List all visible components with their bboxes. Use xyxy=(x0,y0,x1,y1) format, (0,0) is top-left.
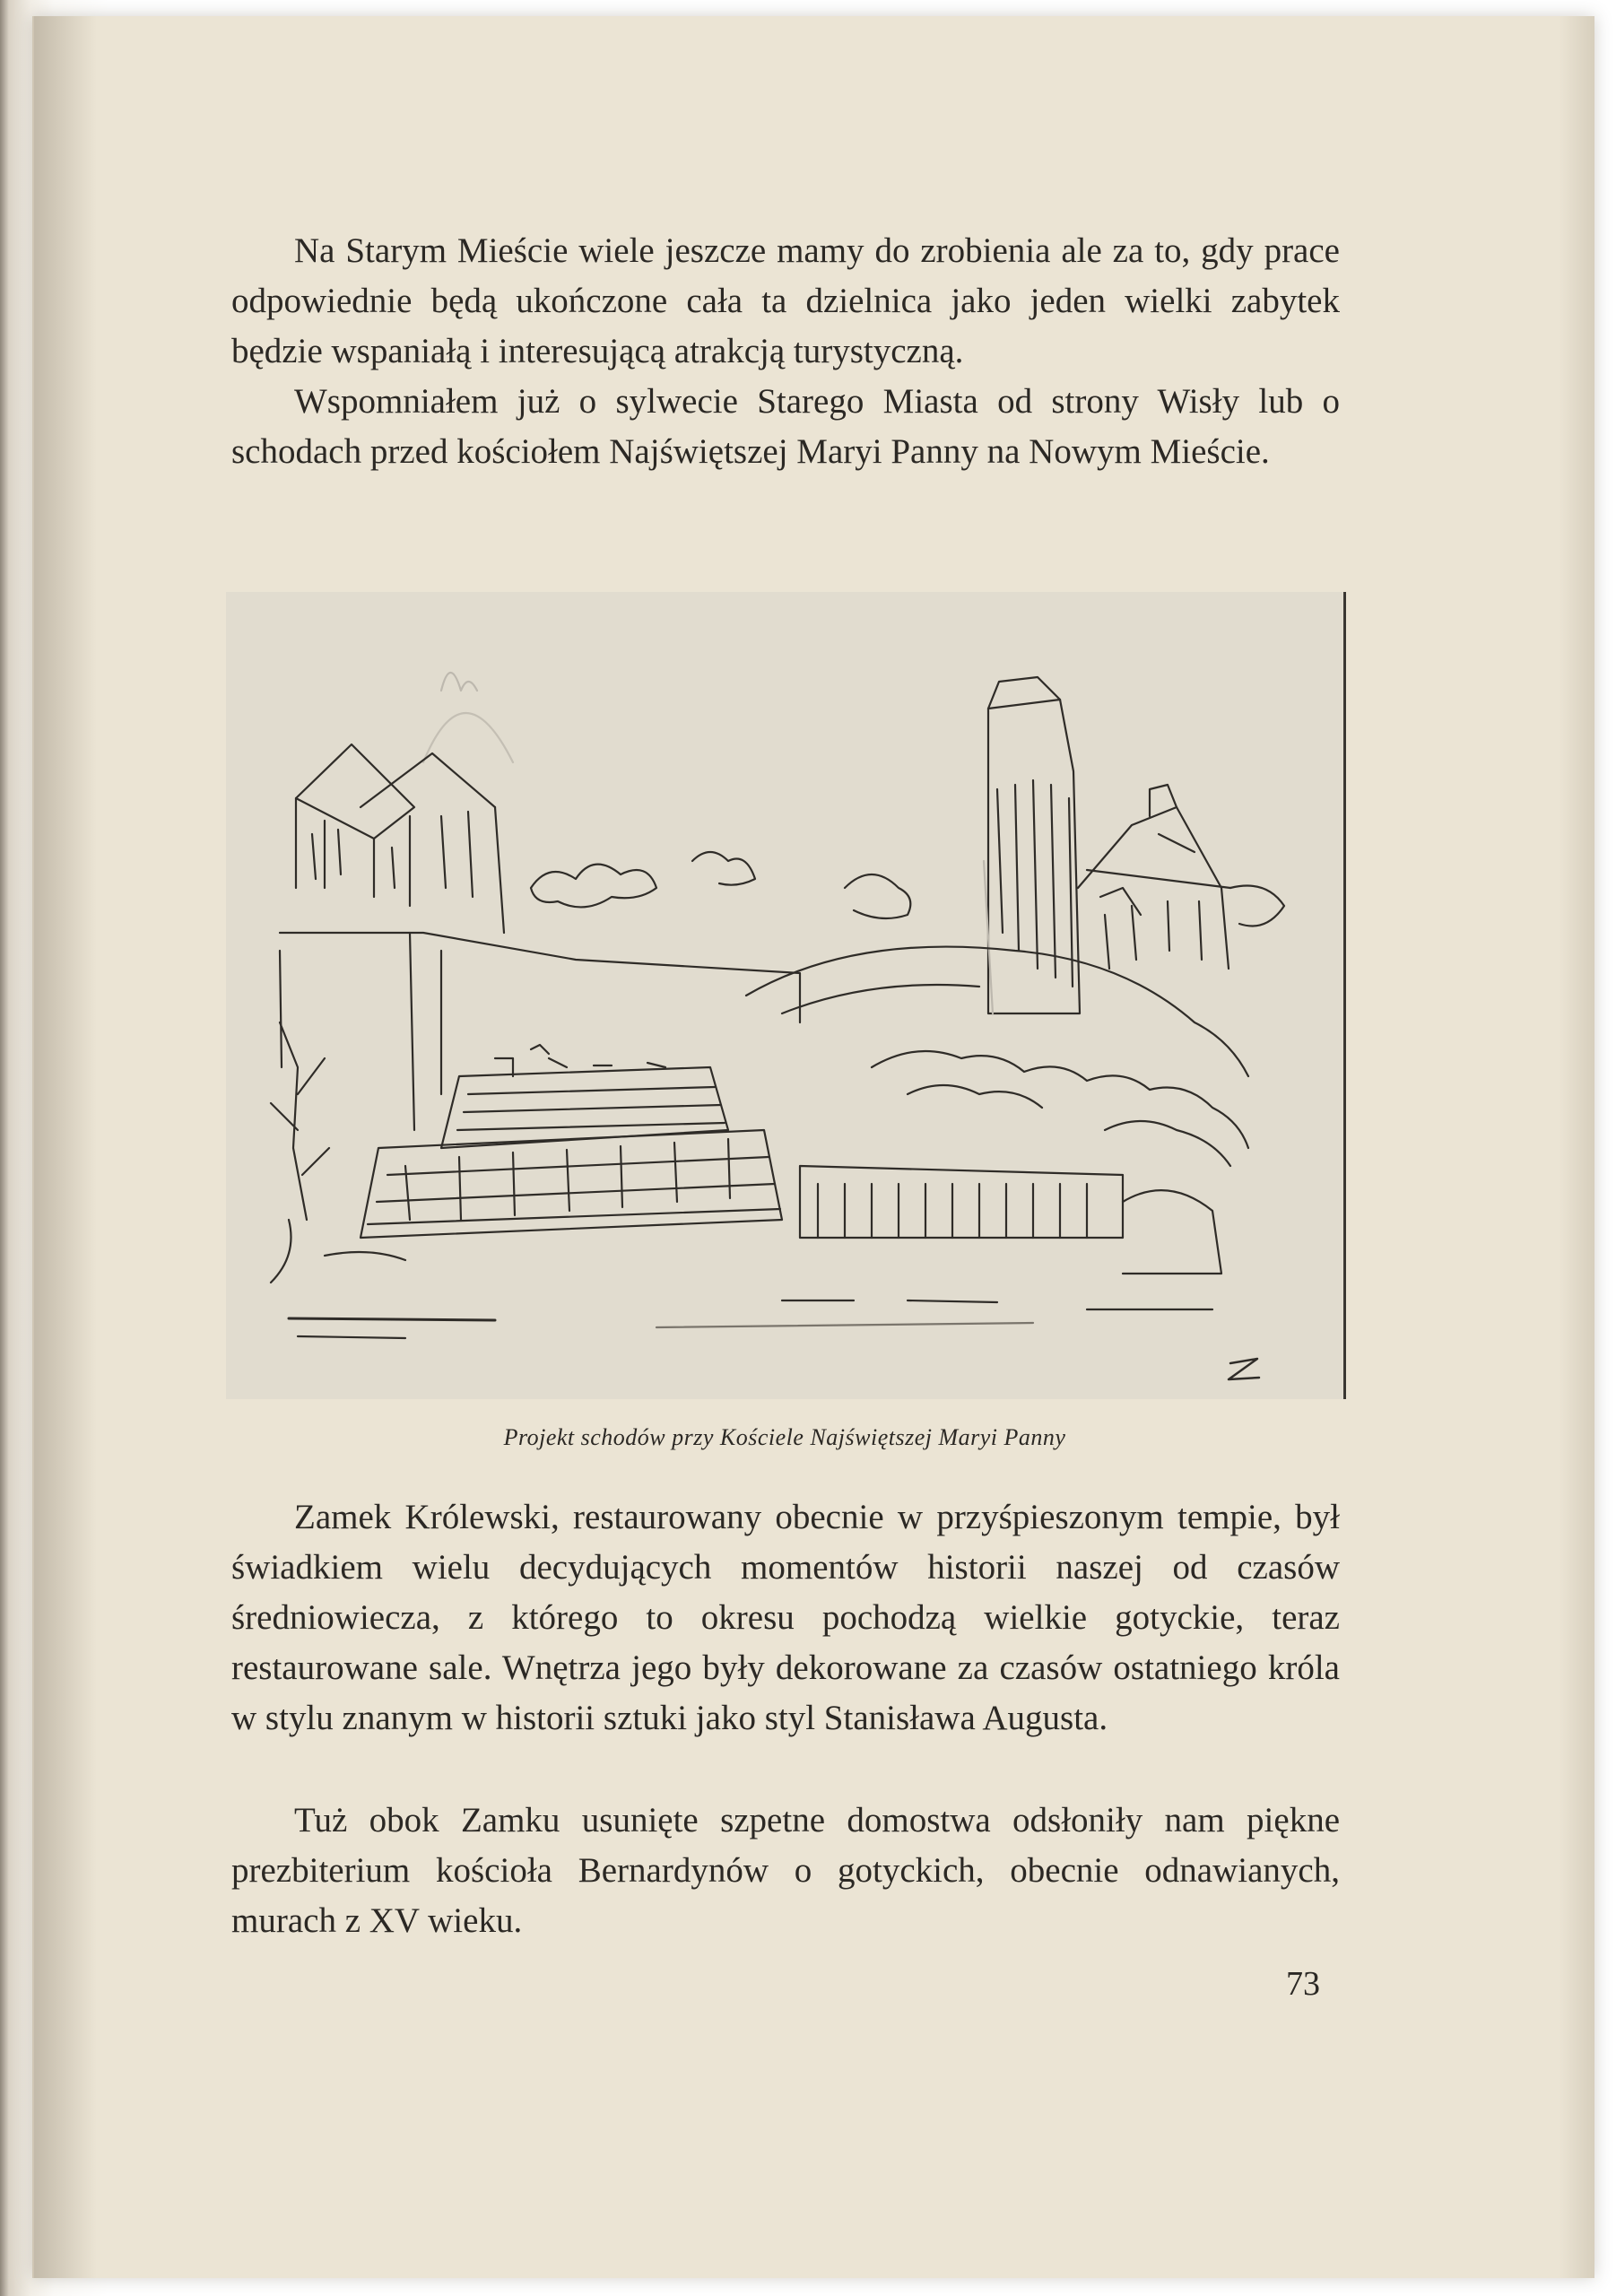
paragraph-2-text: Wspomniałem już o sylwecie Starego Miasta od strony Wisły lub o schodach przed kościołem Najświętszej Maryi Panny na Nowym Mieście. xyxy=(231,382,1340,471)
paragraph-4 xyxy=(231,1796,1340,1946)
sketch-illustration xyxy=(226,592,1346,1399)
paragraph-3 xyxy=(231,1492,1340,1744)
paragraph-4-text: Tuż obok Zamku usunięte szpetne domostwa odsłoniły nam piękne prezbiterium kościoła Bernardynów o gotyckich, obecnie odnawianych, murach z XV wieku. xyxy=(231,1801,1340,1940)
paragraph-1-text: Na Starym Mieście wiele jeszcze mamy do zrobienia ale za to, gdy prace odpowiednie będą ukończone cała ta dzielnica jako jeden wielki zabytek będzie wspaniałą i interesującą atrakcją turystyczną. xyxy=(231,231,1340,370)
paragraph-3-text: Zamek Królewski, restaurowany obecnie w przyśpieszonym tempie, był świadkiem wielu decydujących momentów historii naszej od czasów średniowiecza, z którego to okresu pochodzą wielkie gotyckie, teraz restaurowane sale. Wnętrza jego były dekorowane za czasów ostatniego króla w stylu znanym w historii sztuki jako styl Stanisława Augusta. xyxy=(231,1498,1340,1737)
figure-caption: Projekt schodów przy Kościele Najświętszej Maryi Panny xyxy=(503,1424,1066,1450)
paragraph-2 xyxy=(231,377,1340,477)
sketch-drawing xyxy=(226,592,1343,1399)
paragraph-1 xyxy=(231,226,1340,377)
page-number: 73 xyxy=(1286,1965,1320,2003)
